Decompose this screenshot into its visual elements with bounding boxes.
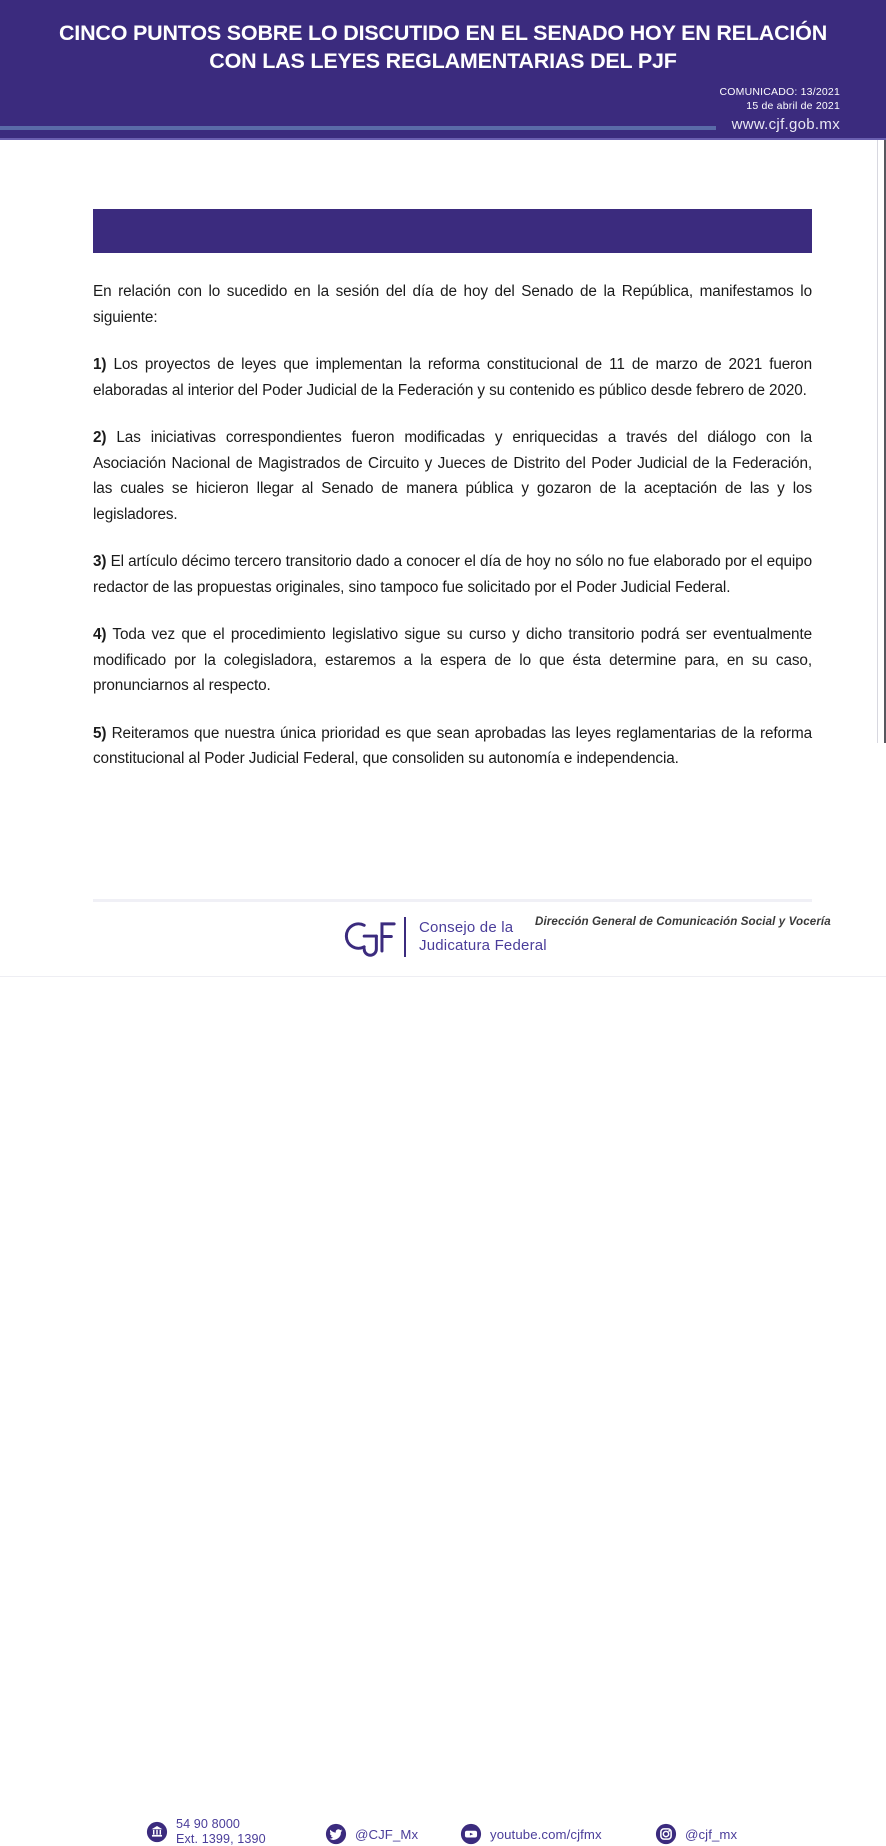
point-paragraph-2 xyxy=(93,425,812,527)
point-text-5: Reiteramos que nuestra única prioridad es que sean aprobadas las leyes reglamentarias de la reforma constitucional al Poder Judicial Federal, que consoliden su autonomía e independencia. xyxy=(93,724,812,767)
cjf-monogram-icon xyxy=(338,915,396,959)
contact-phone[interactable] xyxy=(146,1817,266,1846)
point-paragraph-4 xyxy=(93,622,812,699)
point-number-5: 5) xyxy=(93,724,107,742)
point-text-2: Las iniciativas correspondientes fueron modificadas y enriquecidas a través del diálogo con la Asociación Nacional de Magistrados de Circuito y Jueces de Distrito del Poder Judicial de la Federación, las cuales se hicieron llegar al Senado de manera pública y gozaron de la aceptación de las y los legisladores. xyxy=(93,429,812,523)
logo-separator xyxy=(404,917,406,957)
point-number-4: 4) xyxy=(93,626,107,643)
intro-paragraph: En relación con lo sucedido en la sesión del día de hoy del Senado de la República, manifestamos lo siguiente: xyxy=(93,283,812,326)
point-number-2: 2) xyxy=(93,429,107,446)
twitter-label: @CJF_Mx xyxy=(355,1826,419,1842)
point-number-1: 1) xyxy=(93,356,107,373)
social-instagram[interactable] xyxy=(655,1823,737,1845)
point-text-1: Los proyectos de leyes que implementan la reforma constitucional de 11 de marzo de 2021 fueron elaboradas al interior del Poder Judicial de la Federación y su contenido es público desde febrero de 2020. xyxy=(93,356,812,399)
phone-label: 54 90 8000 Ext. 1399, 1390 xyxy=(176,1817,266,1846)
point-paragraph-5 xyxy=(93,721,812,772)
youtube-icon xyxy=(460,1823,482,1845)
header-meta xyxy=(719,86,840,113)
header-rule xyxy=(0,126,716,130)
youtube-label: youtube.com/cjfmx xyxy=(490,1826,602,1842)
instagram-icon xyxy=(655,1823,677,1845)
document-header xyxy=(0,0,886,140)
comunicado-date: 15 de abril de 2021 xyxy=(746,99,840,112)
title-banner-block xyxy=(93,209,812,253)
instagram-label: @cjf_mx xyxy=(685,1826,738,1842)
point-paragraph-1 xyxy=(93,352,812,403)
social-twitter[interactable] xyxy=(325,1823,418,1845)
footer-divider xyxy=(93,899,812,902)
logo-institution-name xyxy=(419,919,547,955)
social-youtube[interactable] xyxy=(460,1823,602,1845)
direccion-general-label: Dirección General de Comunicación Social y Vocería xyxy=(535,915,831,928)
page-title: CINCO PUNTOS SOBRE LO DISCUTIDO EN EL SENADO HOY EN RELACIÓN CON LAS LEYES REGLAMENTARIAS DEL PJF xyxy=(58,21,828,73)
comunicado-number: COMUNICADO: 13/2021 xyxy=(719,86,840,98)
logo-name-line-2: Judicatura Federal xyxy=(419,937,547,954)
point-text-4: Toda vez que el procedimiento legislativo sigue su curso y dicho transitorio podrá ser eventualmente modificado por la colegisladora, estaremos a la espera de lo que ésta determine para, en su caso, pronunciarnos al respecto. xyxy=(93,626,812,694)
social-media-bar xyxy=(0,976,886,1846)
point-text-3: El artículo décimo tercero transitorio dado a conocer el día de hoy no sólo no fue elaborado por el equipo redactor de las propuestas originales, sino tampoco fue solicitado por el Poder Judicial Federal. xyxy=(93,553,812,596)
document-sheet xyxy=(0,140,886,1846)
header-website-url: www.cjf.gob.mx xyxy=(731,116,840,133)
phone-icon xyxy=(146,1821,168,1843)
point-number-3: 3) xyxy=(93,553,107,570)
logo-name-line-1: Consejo de la xyxy=(419,919,514,936)
twitter-icon xyxy=(325,1823,347,1845)
point-paragraph-3 xyxy=(93,549,812,600)
cjf-logo xyxy=(338,908,547,966)
document-content xyxy=(93,209,812,772)
document-right-edge xyxy=(877,140,886,743)
